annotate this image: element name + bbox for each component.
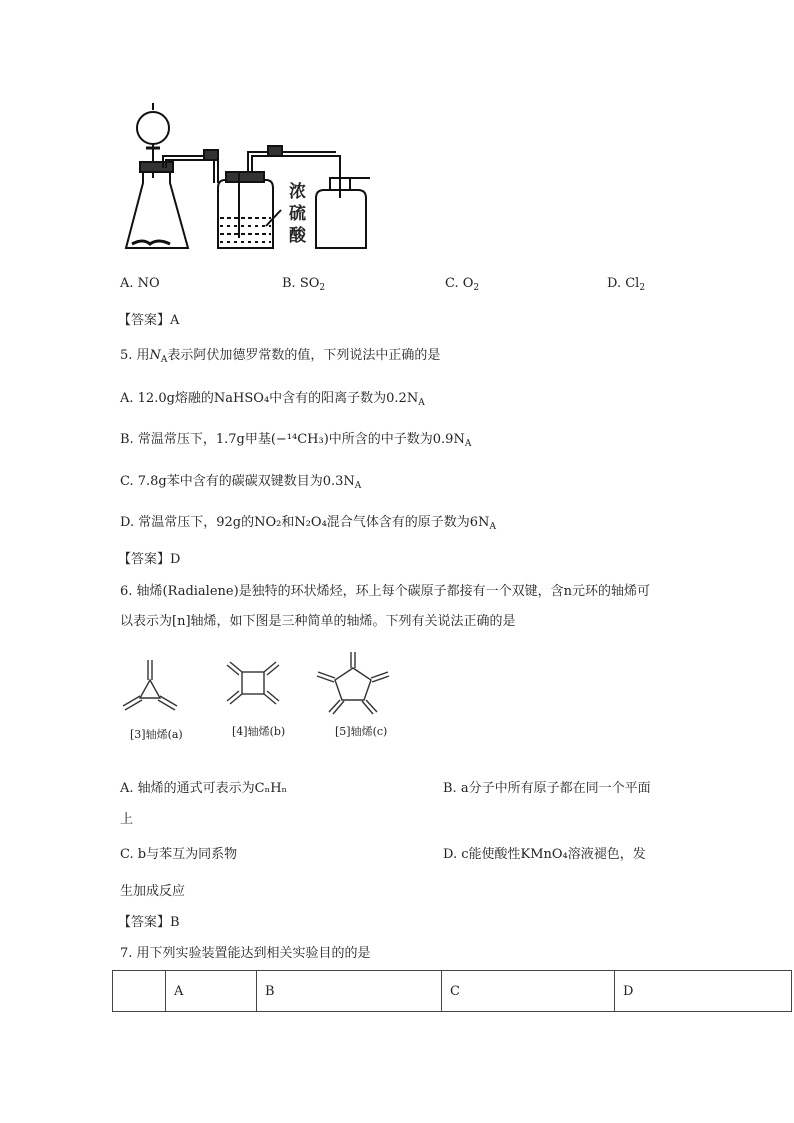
q5-option-a-sub: A [418, 398, 425, 408]
q5-option-d [120, 515, 496, 535]
q6-option-d-line2: 生加成反应 [120, 884, 186, 899]
q5-option-b-sub: A [464, 439, 472, 449]
q5-option-c-sub: A [354, 481, 362, 491]
q6-stem-line1: 6. 轴烯(Radialene)是独特的环状烯烃，环上每个碳原子都接有一个双键，含n元环的轴烯可 [120, 584, 651, 599]
q6-stem-line2: 以表示为[n]轴烯，如下图是三种简单的轴烯。下列有关说法正确的是 [120, 614, 516, 629]
q4-option-b [282, 276, 325, 296]
reagent-label-1: 浓 [289, 182, 306, 202]
q5-option-d-sub: A [489, 522, 496, 532]
q5-answer: 【答案】D [118, 552, 181, 567]
q6-option-b-line2: 上 [120, 812, 134, 827]
q5-option-a [120, 391, 425, 411]
q5-option-b-text: B. 常温常压下，1.7g甲基(−¹⁴CH₃)中所含的中子数为0.9N [120, 432, 465, 447]
table-cell: A [166, 971, 257, 1012]
q6-option-c: C. b与苯互为同系物 [120, 847, 238, 862]
q5-stem: 5. 用$N_A$表示阿伏加德罗常数的值，下列说法中正确的是 [120, 348, 441, 365]
q5-option-c [120, 474, 361, 494]
table-cell: B [257, 971, 442, 1012]
q5-stem-pre: 5. 用 [120, 348, 150, 363]
q4-option-d [607, 276, 645, 296]
q4-option-c-text: C. O [445, 276, 474, 291]
q6-option-a: A. 轴烯的通式可表示为CₙHₙ [120, 781, 288, 796]
q4-option-d-text: D. Cl [607, 276, 640, 291]
q7-stem: 7. 用下列实验装置能达到相关实验目的的是 [120, 946, 371, 961]
q5-option-b [120, 432, 471, 452]
q7-options-table [112, 970, 792, 1012]
q5-option-a-text: A. 12.0g熔融的NaHSO₄中含有的阳离子数为0.2N [120, 391, 419, 406]
radialene-structures [112, 650, 412, 722]
q6-option-b-line1: B. a分子中所有原子都在同一个平面 [443, 781, 651, 796]
q4-option-a-text: A. NO [120, 276, 160, 291]
caption-5-radialene: [5]轴烯(c) [335, 725, 388, 738]
q4-option-a [120, 276, 160, 292]
q4-option-b-text: B. SO [282, 276, 320, 291]
q5-option-d-text: D. 常温常压下，92g的NO₂和N₂O₄混合气体含有的原子数为6N [120, 515, 490, 530]
reagent-label-3: 酸 [289, 226, 306, 246]
q4-option-c-sub: 2 [473, 283, 480, 293]
caption-4-radialene: [4]轴烯(b) [232, 725, 286, 738]
q4-option-c [445, 276, 479, 296]
q4-answer: 【答案】A [118, 313, 180, 328]
table-cell: D [615, 971, 792, 1012]
reagent-label-2: 硫 [289, 204, 306, 224]
q5-stem-post: 表示阿伏加德罗常数的值，下列说法中正确的是 [167, 348, 441, 363]
q5-option-c-text: C. 7.8g苯中含有的碳碳双键数目为0.3N [120, 474, 355, 489]
q4-option-d-sub: 2 [639, 283, 646, 293]
table-cell: C [442, 971, 615, 1012]
q6-option-d-line1: D. c能使酸性KMnO₄溶液褪色，发 [443, 847, 646, 862]
gas-apparatus-diagram [118, 98, 388, 258]
table-row [113, 971, 792, 1012]
q4-option-b-sub: 2 [319, 283, 326, 293]
q6-answer: 【答案】B [118, 915, 180, 930]
table-cell [113, 971, 166, 1012]
q5-stem-sub: A [160, 355, 168, 365]
caption-3-radialene: [3]轴烯(a) [130, 728, 183, 741]
